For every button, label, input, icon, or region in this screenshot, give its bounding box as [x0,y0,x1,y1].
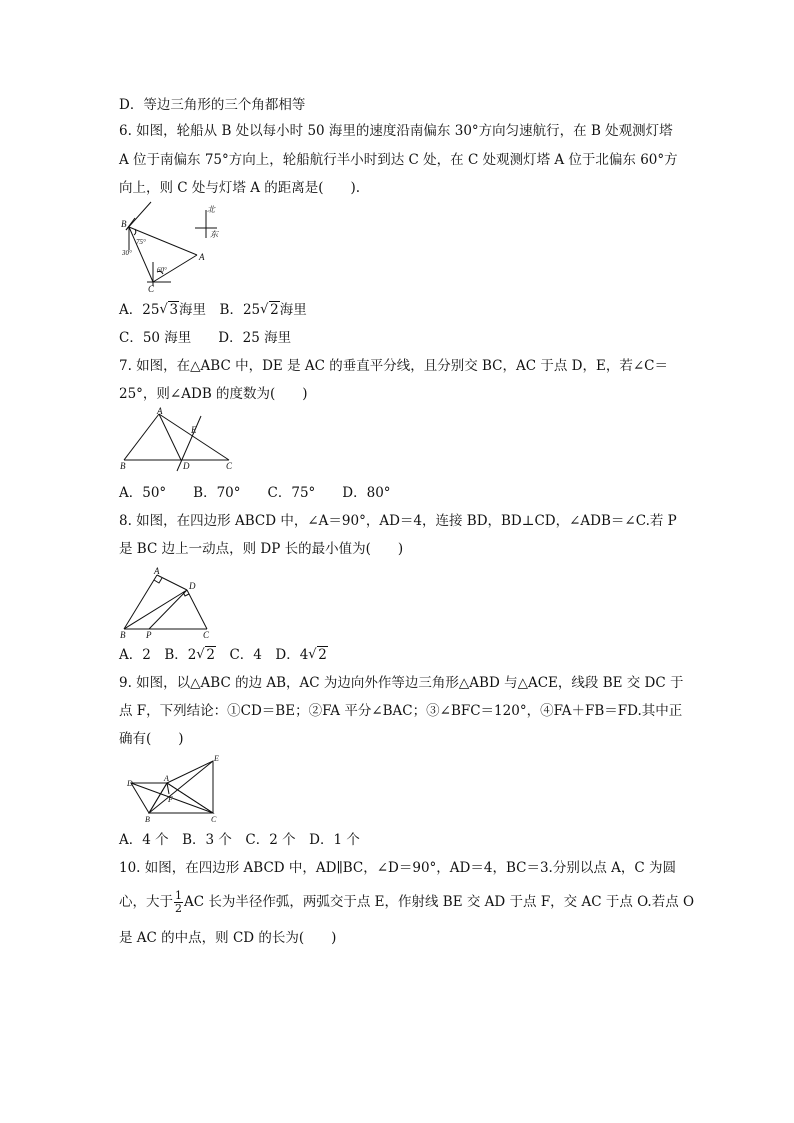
q6-text-line-1: 6. 如图，轮船从 B 处以每小时 50 海里的速度沿南偏东 30°方向匀速航行，在 B 处观测灯塔 [119,123,673,139]
q6-options-line-1: A．25 √ 3海里 B．25 √ 2海里 [119,302,307,318]
q8-label-p: P [146,630,152,640]
q7-label-a: A [157,406,163,416]
q6-option-b-prefix: B．25 [219,302,261,318]
q6-label-a: A [199,252,205,262]
q7-text-line-1: 7. 如图，在△ABC 中，DE 是 AC 的垂直平分线，且分别交 BC，AC 于点 D，E，若∠C＝ [119,358,668,374]
q10-text-line-1: 10. 如图，在四边形 ABCD 中，AD∥BC，∠D＝90°，AD＝4，BC＝3.分别以点 A，C 为圆 [119,860,676,876]
q9-label-d: D [127,779,133,788]
q8-text-line-1: 8. 如图，在四边形 ABCD 中，∠A＝90°，AD＝4，连接 BD，BD⊥CD，∠ADB＝∠C.若 P [119,513,677,529]
q8-option-b-sqrt: √ 2 [196,647,215,663]
q9-text-line-1: 9. 如图，以△ABC 的边 AB，AC 为边向外作等边三角形△ABD 与△ACE，线段 BE 交 DC 于 [119,675,684,691]
q9-label-a: A [164,774,169,783]
q9-options: A．4 个 B．3 个 C．2 个 D．1 个 [119,832,360,848]
q7-label-d: D [183,461,190,471]
q6-options-line-2: C．50 海里 D．25 海里 [119,330,292,346]
q6-east-label: 东 [210,230,218,239]
q7-options: A．50° B．70° C．75° D．80° [119,485,391,501]
q8-label-d: D [189,581,196,591]
q9-label-e: E [214,754,219,763]
q7-label-b: B [120,461,126,471]
q10-fraction-one-half: $\frac{1}{2}$ [175,889,182,915]
q6-angle-60: 60° [157,266,167,274]
q6-north-label: 北 [207,205,215,214]
q6-text-line-3: 向上，则 C 处与灯塔 A 的距离是( ). [119,180,361,196]
q6-angle-30: 30° [122,249,132,257]
q9-label-b: B [145,815,150,824]
q6-figure [119,200,229,295]
q9-figure [119,755,229,825]
q9-label-f: F [168,795,173,804]
q6-option-b-sqrt: √ 2 [260,302,279,318]
q8-options: A．2 B．2 √ 2 C．4 D．4 √ 2 [119,647,327,663]
q8-label-a: A [154,566,160,576]
q7-figure [119,408,239,478]
q6-label-b: B [121,219,127,229]
q7-text-line-2: 25°，则∠ADB 的度数为( ) [119,386,308,402]
q10-text-line-3: 是 AC 的中点，则 CD 的长为( ) [119,930,337,946]
q8-label-c: C [203,630,210,640]
q8-figure [119,565,219,640]
option-d-previous-question: D．等边三角形的三个角都相等 [119,97,306,113]
q7-label-e: E [191,425,197,435]
q10-text-line-2: 心，大于 $\frac{1}{2}$ AC 长为半径作弧，两弧交于点 E，作射线 BE 交 AD 于点 F，交 AC 于点 O.若点 O [119,889,695,915]
q9-text-line-2: 点 F，下列结论：①CD＝BE；②FA 平分∠BAC；③∠BFC＝120°，④FA＋FB＝FD.其中正 [119,703,683,719]
q6-label-c: C [148,284,155,294]
q6-text-line-2: A 位于南偏东 75°方向上，轮船航行半小时到达 C 处，在 C 处观测灯塔 A 位于北偏东 60°方 [119,152,678,168]
q6-option-a-sqrt: √ 3 [159,302,179,318]
q8-text-line-2: 是 BC 边上一动点，则 DP 长的最小值为( ) [119,541,404,557]
q9-label-c: C [211,815,217,824]
q9-text-line-3: 确有( ) [119,731,184,747]
q6-option-a-prefix: A．25 [119,302,160,318]
q7-label-c: C [226,461,233,471]
q8-label-b: B [120,630,126,640]
q8-option-d-sqrt: √ 2 [308,647,327,663]
q6-angle-75: 75° [136,238,146,246]
